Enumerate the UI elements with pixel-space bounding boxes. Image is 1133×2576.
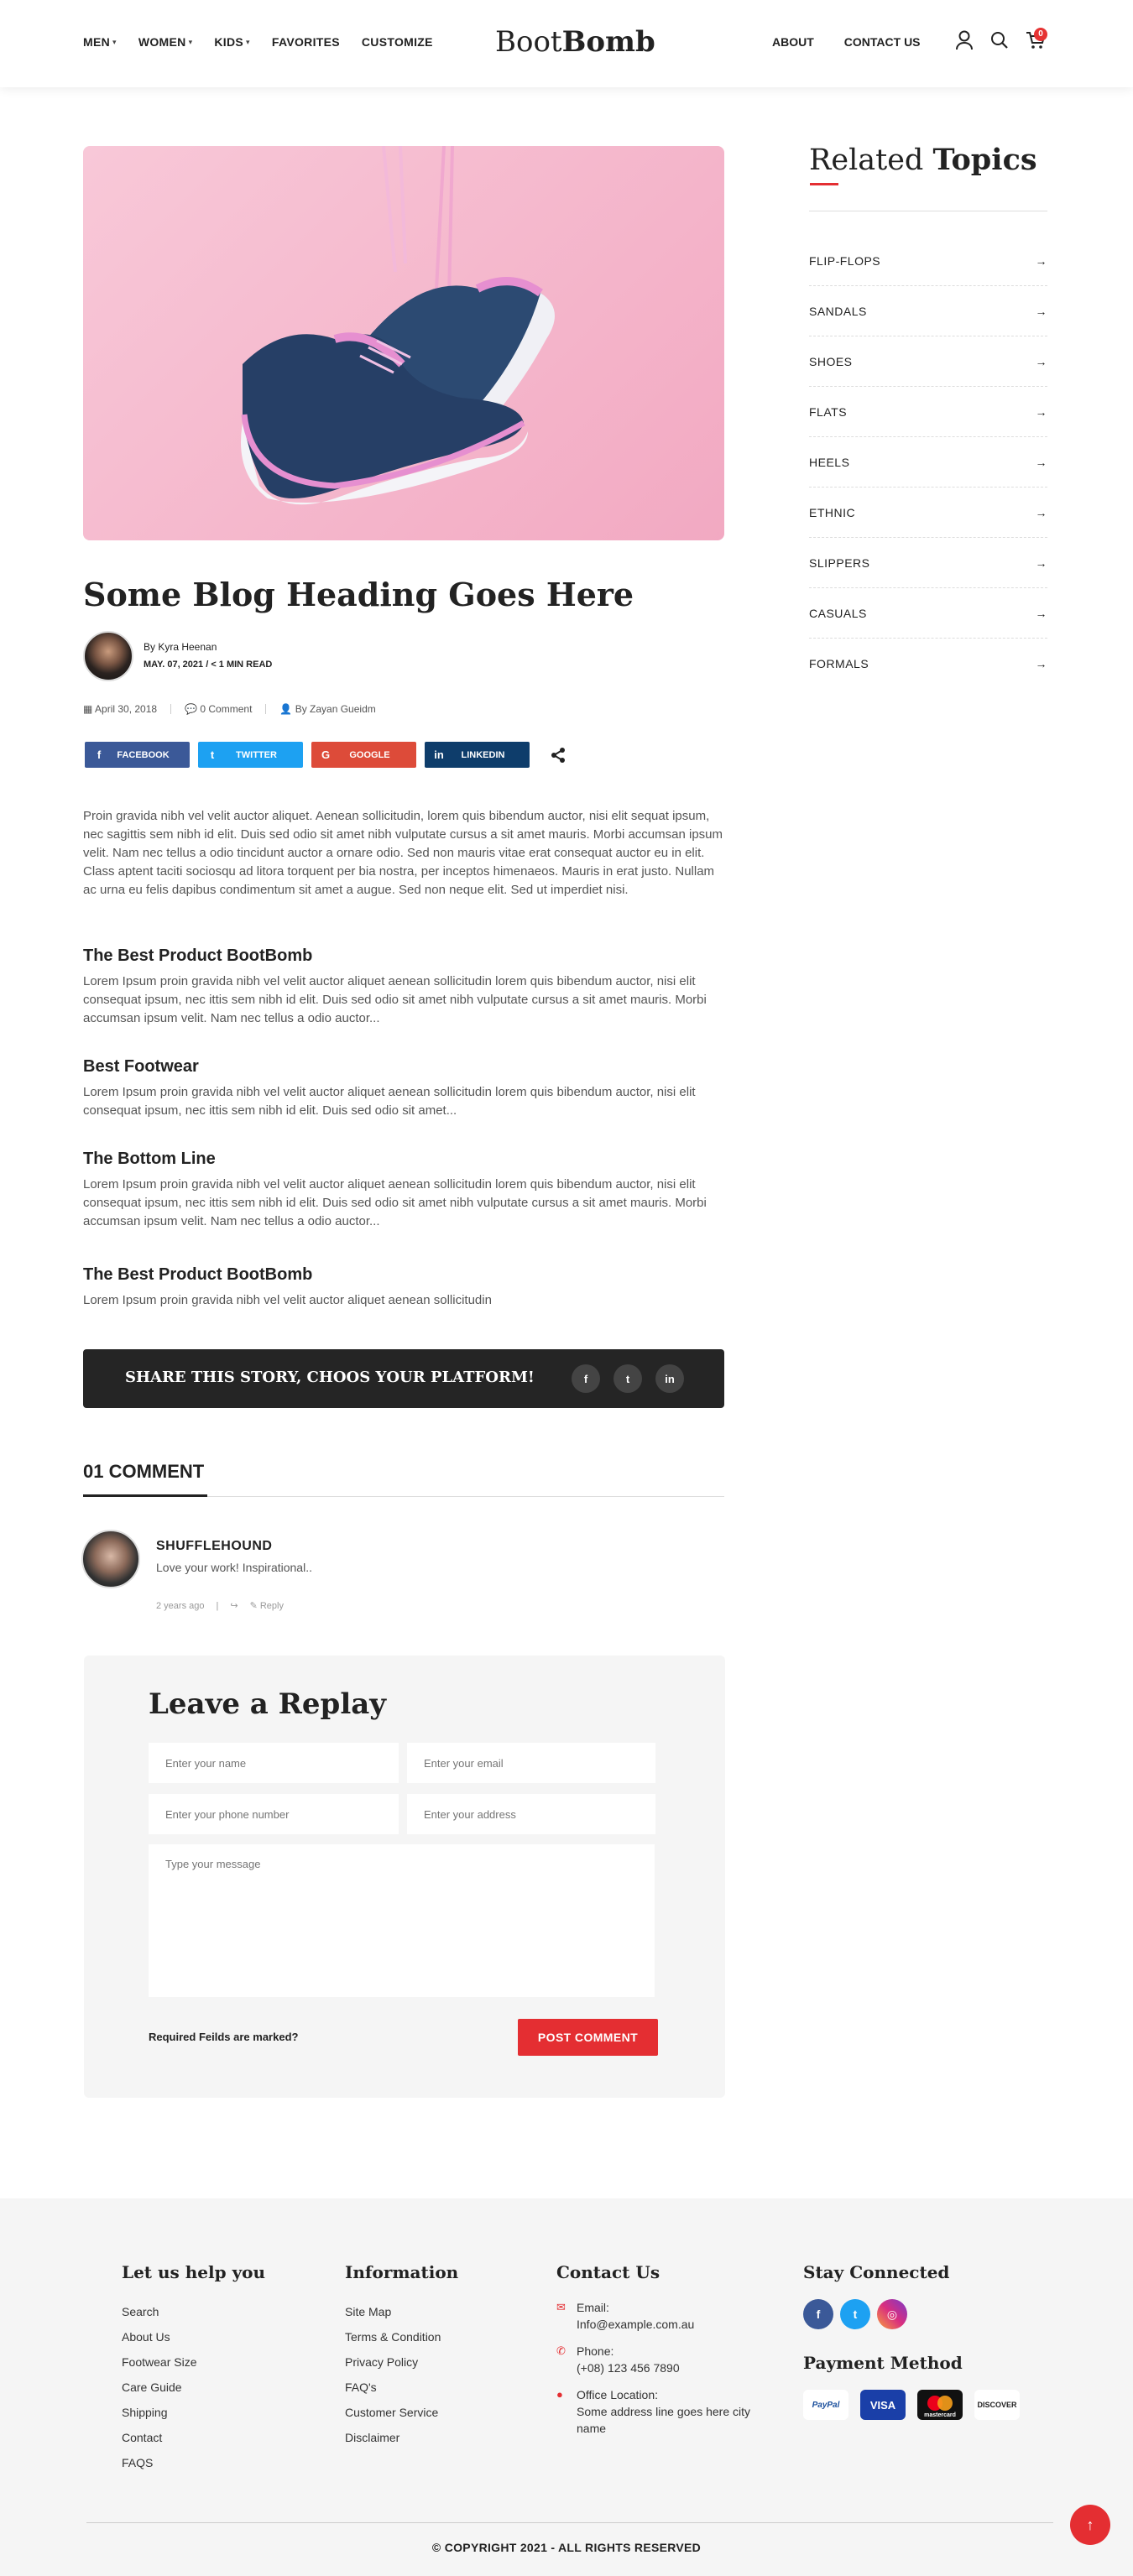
sidebar-item-slippers[interactable]: SLIPPERS → [809,538,1047,588]
share-story-bar [83,1349,724,1408]
share-linkedin-button[interactable]: in LINKEDIN [425,742,530,768]
blog-hero-image [83,146,724,540]
address-field[interactable] [407,1794,655,1834]
footer-info-column [345,2262,458,2450]
footer-link[interactable]: Contact [122,2431,163,2444]
footer-link[interactable]: FAQS [122,2456,154,2469]
section-text: Lorem Ipsum proin gravida nibh vel velit auctor aliquet aenean sollicitudin [83,1293,492,1307]
divider: | [216,1600,219,1611]
section-text: Lorem Ipsum proin gravida nibh vel velit auctor aliquet aenean sollicitudin lorem quis bibendum auctor, nisi elit consequat ipsum, nec ittis sem nibh id elit. Duis sed odio sit amet nibh vulputate cursus a sit amet mauris. Morbi accumsan ipsum velit. Nam nec tellus a odio auctor... [83,974,707,1025]
phone-field[interactable] [149,1794,399,1834]
commenter-avatar [81,1530,140,1588]
edit-icon: ✎ [249,1601,260,1611]
footer-link[interactable]: Search [122,2305,159,2318]
contact-email[interactable]: Info@example.com.au [577,2318,695,2331]
email-field[interactable] [407,1743,655,1783]
arrow-right-icon: → [1035,606,1047,620]
author-name[interactable]: By Kyra Heenan [144,641,217,653]
sidebar-item-formals[interactable]: FORMALS → [809,657,1047,670]
twitter-icon[interactable]: t [613,1364,642,1393]
location-pin-icon: ● [556,2388,563,2401]
post-intro: Proin gravida nibh vel velit auctor aliquet. Aenean sollicitudin, lorem quis bibendum auctor, nisi elit sequat ipsum, nec sagittis sem nibh id elit. Duis sed odio sit amet nibh vulputate cursus a sit amet mauris. Morbi accumsan ipsum velit. Nam nec tellus a odio tincidunt auctor a ornare odio. Sed non mauris vitae erat consequat auctor eu in elit. Class aptent taciti sociosqu ad litora torquent per bia nostra, per inceptos himenaeos. Mauris in erat justo. Nullam ac urna eu felis dapibus condimentum sit amet a augue. Sed non neque elit. Sed ut imperdiet nisi. [83,809,723,897]
arrow-right-icon: → [1035,404,1047,419]
share-buttons [85,742,566,768]
author-avatar [83,631,133,681]
section-heading: The Best Product BootBomb [83,1265,313,1284]
person-icon: 👤 [279,703,293,715]
arrow-right-icon: → [1035,253,1047,268]
post-date-readtime: MAY. 07, 2021 / < 1 MIN READ [144,660,273,670]
arrow-right-icon: → [1035,505,1047,519]
arrow-right-icon: → [1035,304,1047,318]
section-text: Lorem Ipsum proin gravida nibh vel velit auctor aliquet aenean sollicitudin lorem quis bibendum auctor, nisi elit consequat ipsum, nec ittis sem nibh id elit. Duis sed odio sit amet... [83,1085,696,1118]
heading-underline [810,183,838,185]
post-comment-button[interactable]: POST COMMENT [518,2019,658,2056]
phone-icon: ✆ [556,2344,566,2357]
section-text: Lorem Ipsum proin gravida nibh vel velit auctor aliquet aenean sollicitudin lorem quis bibendum auctor, nisi elit consequat ipsum, nec ittis sem nibh id elit. Duis sed odio sit amet nibh vulputate cursus a sit amet mauris. Morbi accumsan ipsum velit. Nam nec tellus a odio auctor... [83,1177,707,1228]
calendar-icon: ▦ [83,703,93,715]
instagram-icon[interactable]: ◎ [877,2299,907,2329]
nav-item-kids[interactable]: KIDS ▾ [214,35,250,49]
footer-link[interactable]: Shipping [122,2406,168,2419]
facebook-icon: f [97,748,102,761]
header-icons [955,30,1046,50]
linkedin-icon: in [434,748,444,761]
contact-phone[interactable]: (+08) 123 456 7890 [577,2361,680,2375]
share-icon[interactable] [550,747,566,764]
footer-help-column [122,2262,265,2475]
email-icon: ✉ [556,2301,566,2313]
contact-address: Some address line goes here city name [577,2405,750,2435]
reply-link[interactable]: ✎ Reply [249,1601,284,1611]
footer-heading: Payment Method [803,2353,963,2373]
twitter-icon[interactable]: t [840,2299,870,2329]
share-arrow-icon[interactable]: ↪ [230,1601,238,1611]
divider-accent [83,1494,207,1497]
sidebar-heading: Related Topics [809,143,1037,177]
chevron-down-icon: ▾ [112,37,117,46]
site-header [0,0,1133,87]
post-meta: ▦ April 30, 2018 💬 0 Comment 👤 By Zayan Gueidm [83,703,376,715]
divider [265,704,266,714]
facebook-icon[interactable]: f [803,2299,833,2329]
nav-item-favorites[interactable]: FAVORITES [271,35,340,49]
secondary-nav [772,35,921,49]
chevron-down-icon: ▾ [246,37,250,46]
post-author-link[interactable]: 👤 By Zayan Gueidm [279,703,376,715]
search-icon[interactable] [990,31,1009,50]
share-google-button[interactable]: G GOOGLE [311,742,416,768]
message-field[interactable] [149,1844,655,1997]
back-to-top-button[interactable] [1070,2505,1110,2545]
nav-item-about[interactable]: ABOUT [772,35,814,49]
arrow-right-icon: → [1035,354,1047,368]
comment-icon: 💬 [185,703,198,715]
cart-count-badge: 0 [1034,28,1047,41]
footer-link[interactable]: Site Map [345,2305,392,2318]
visa-icon: VISA [860,2390,906,2420]
comment-meta [156,1600,284,1611]
main-nav [83,35,433,49]
nav-item-customize[interactable]: CUSTOMIZE [361,35,433,49]
comment-count-link[interactable]: 💬 0 Comment [185,703,253,715]
nav-item-contact[interactable]: CONTACT US [843,35,921,49]
share-story-label: SHARE THIS STORY, CHOOS YOUR PLATFORM! [125,1369,535,1386]
share-facebook-button[interactable]: f FACEBOOK [85,742,190,768]
mastercard-icon: mastercard [917,2390,963,2420]
nav-item-men[interactable]: MEN ▾ [83,35,117,49]
section-heading: The Bottom Line [83,1150,216,1168]
footer-heading: Stay Connected [803,2262,950,2282]
author-block [83,631,272,681]
footer-contact-column: Contact Us ✉ Email: Info@example.com.au ✆ Phone: (+08) 123 456 7890 ● Office Location: Some address line goes here city name [556,2262,775,2447]
site-logo[interactable]: BootBomb [495,25,655,59]
footer-link[interactable]: Customer Service [345,2406,439,2419]
footer-heading: Let us help you [122,2262,266,2282]
sidebar-item-flats[interactable]: FLATS → [809,387,1047,437]
section-heading: Best Footwear [83,1057,199,1076]
sidebar-item-heels[interactable]: HEELS → [809,437,1047,488]
twitter-icon: t [210,748,215,761]
paypal-icon: PayPal [803,2390,848,2420]
footer-link[interactable]: Terms & Condition [345,2330,441,2344]
divider [170,704,171,714]
discover-icon: DISCOVER [974,2390,1020,2420]
google-icon: G [321,748,331,761]
share-twitter-button[interactable]: t TWITTER [198,742,303,768]
footer-link[interactable]: Footwear Size [122,2355,197,2369]
arrow-up-icon: ↑ [1086,2516,1094,2533]
footer-heading: Contact Us [556,2262,660,2282]
linkedin-icon[interactable]: in [655,1364,684,1393]
sidebar-item-flip-flops[interactable]: FLIP-FLOPS → [809,236,1047,286]
shoe-illustration [83,146,724,540]
arrow-right-icon: → [1035,657,1047,670]
site-footer [0,2198,1133,2576]
sidebar-item-shoes[interactable]: SHOES → [809,336,1047,387]
footer-link[interactable]: About Us [122,2330,170,2344]
reply-form [84,1656,725,2098]
sidebar-item-casuals[interactable]: CASUALS → [809,588,1047,639]
comment-time: 2 years ago [156,1600,205,1611]
comment-text: Love your work! Inspirational.. [156,1561,312,1574]
arrow-right-icon: → [1035,455,1047,469]
reply-heading: Leave a Replay [149,1687,387,1721]
sidebar-item-sandals[interactable]: SANDALS → [809,286,1047,336]
divider [86,2522,1053,2523]
footer-link[interactable]: Disclaimer [345,2431,400,2444]
footer-link[interactable]: Privacy Policy [345,2355,419,2369]
required-note: Required Feilds are marked? [149,2031,299,2043]
section-heading: The Best Product BootBomb [83,946,313,965]
copyright: © COPYRIGHT 2021 - ALL RIGHTS RESERVED [431,2541,702,2554]
blog-title: Some Blog Heading Goes Here [83,576,634,613]
footer-link[interactable]: Care Guide [122,2380,182,2394]
name-field[interactable] [149,1743,399,1783]
commenter-name: SHUFFLEHOUND [156,1539,273,1553]
footer-link[interactable]: FAQ's [345,2380,377,2394]
footer-stay-column [803,2262,1020,2420]
chevron-down-icon: ▾ [188,37,193,46]
facebook-icon[interactable]: f [572,1364,600,1393]
comments-heading: 01 COMMENT [83,1461,205,1482]
user-icon[interactable] [955,30,974,50]
sidebar-item-ethnic[interactable]: ETHNIC → [809,488,1047,538]
nav-item-women[interactable]: WOMEN ▾ [138,35,193,49]
arrow-right-icon: → [1035,555,1047,570]
footer-heading: Information [345,2262,459,2282]
